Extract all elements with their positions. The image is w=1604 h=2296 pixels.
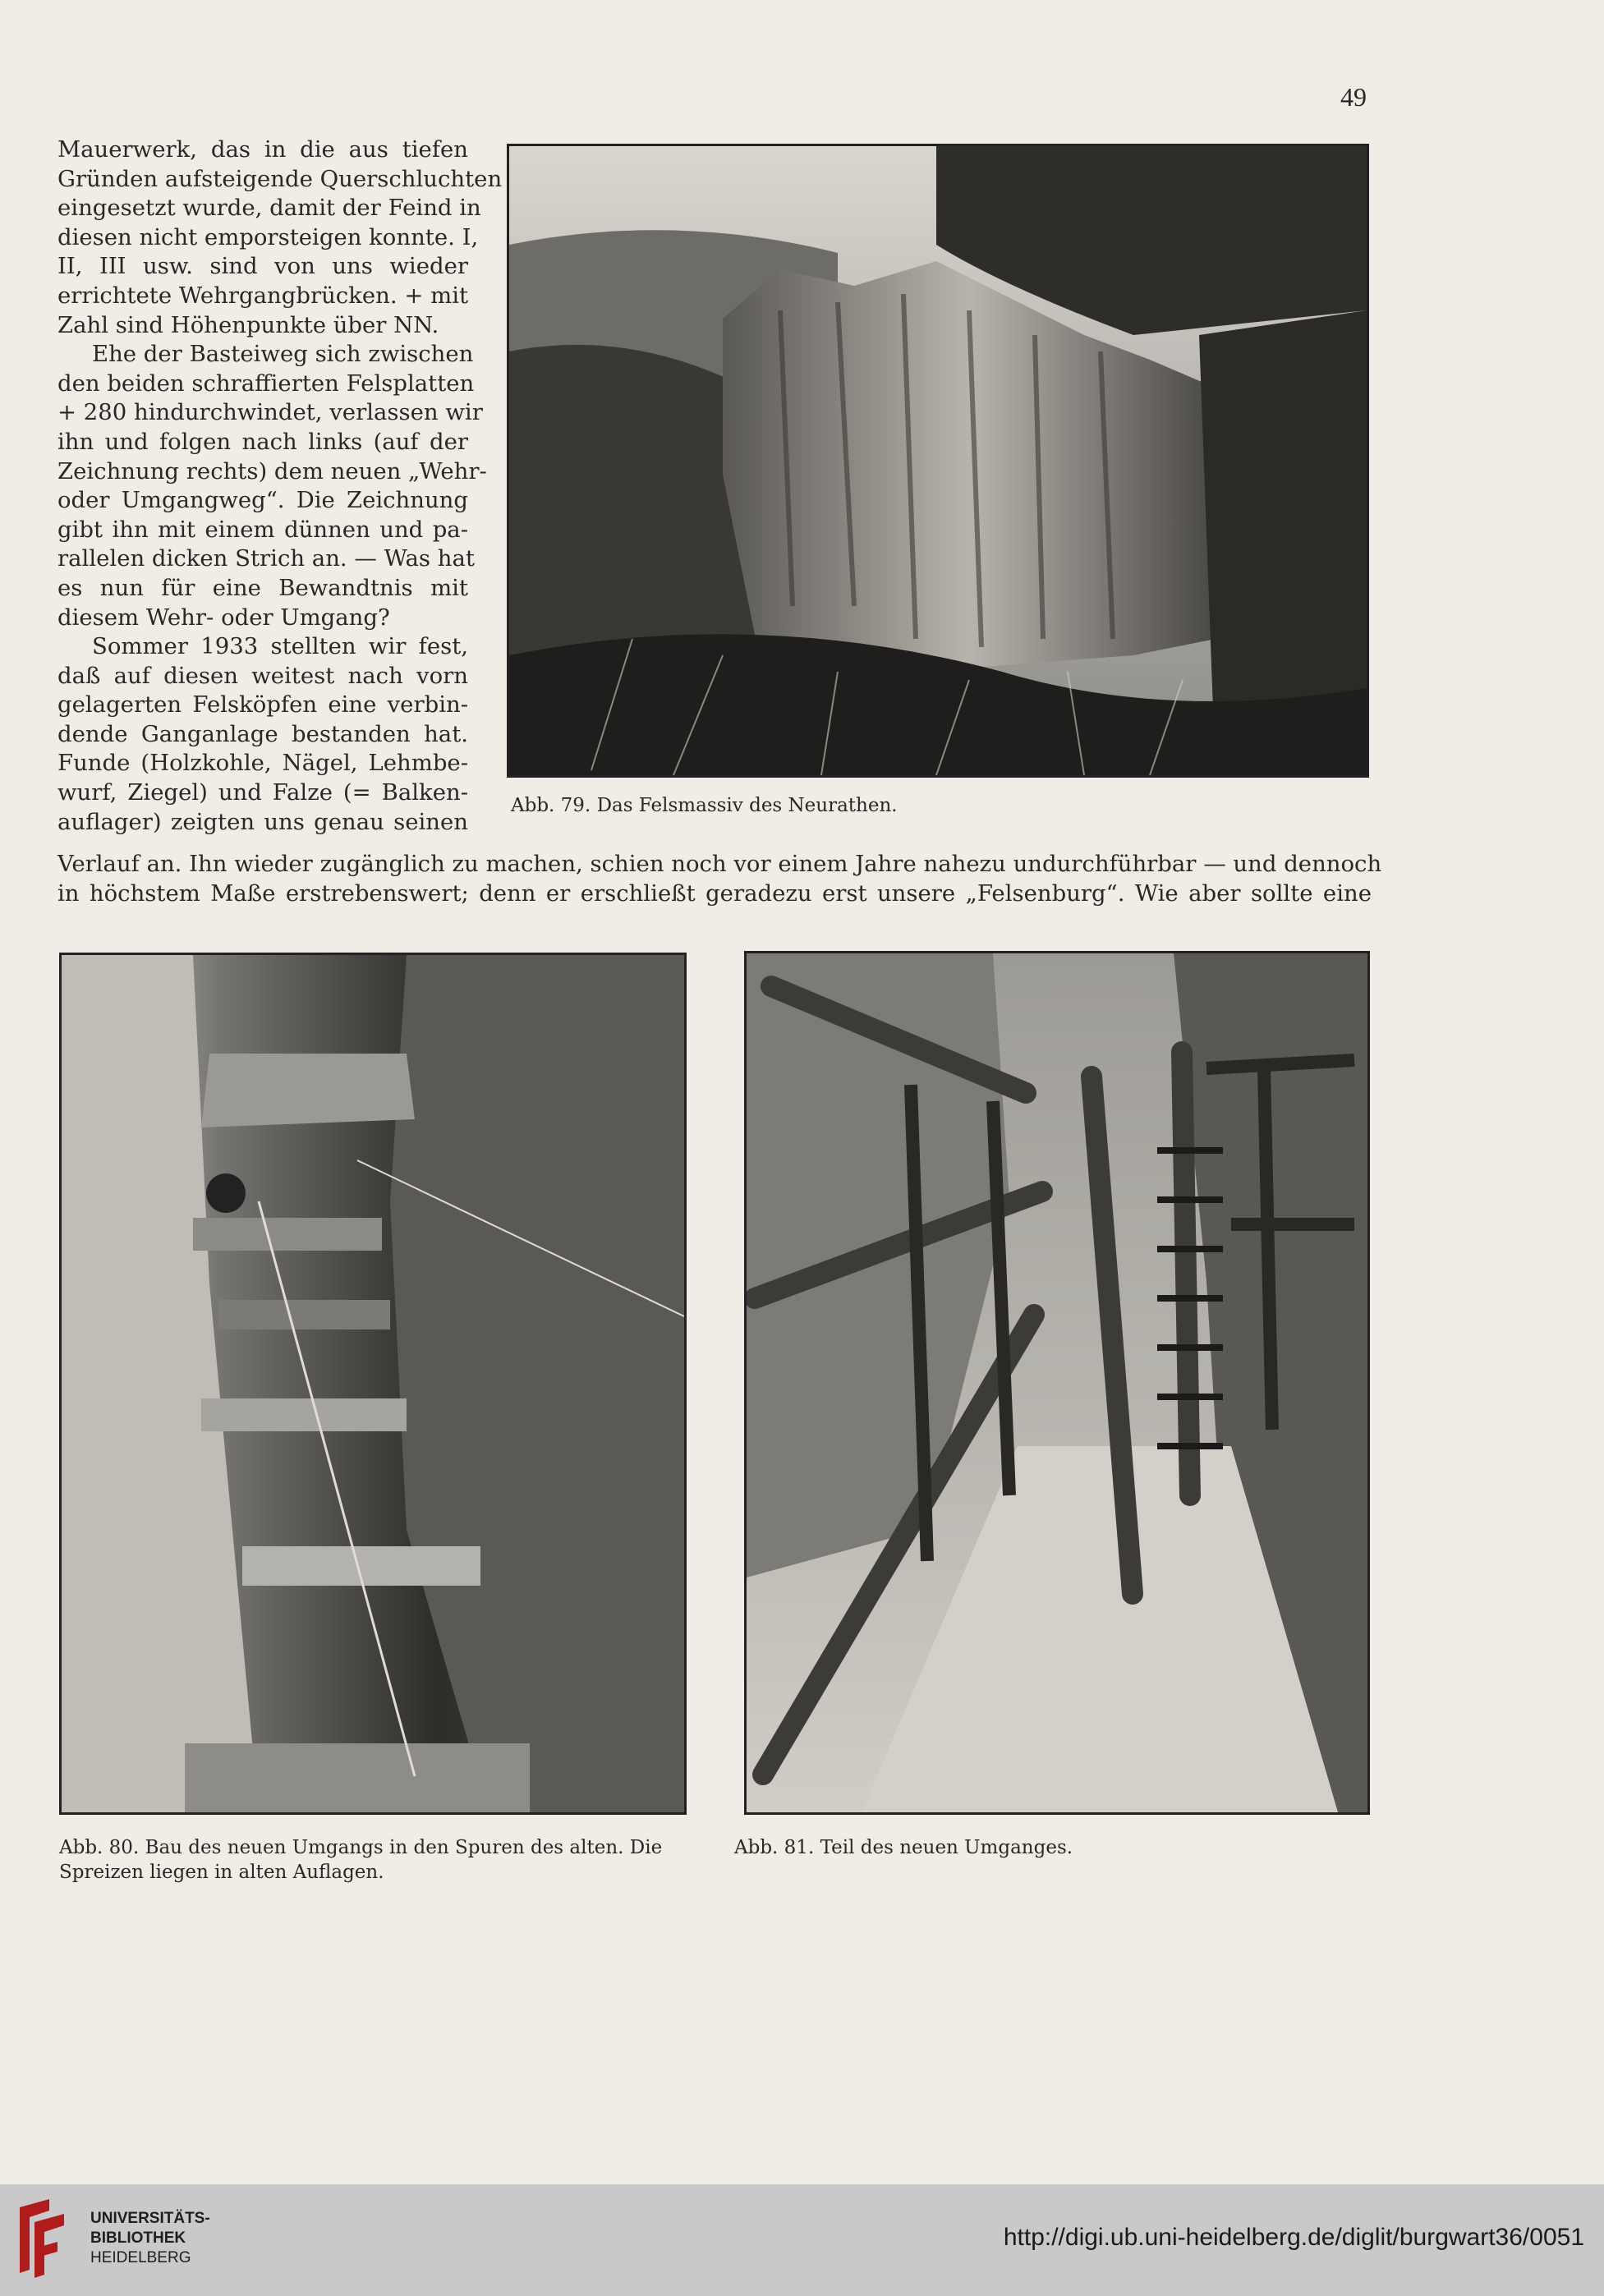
full-width-text [57,850,1382,908]
text-line: daß auf diesen weitest nach vorn [57,662,468,689]
text-line: Verlauf an. Ihn wieder zugänglich zu machen, schien noch vor einem Jahre nahezu undurchführbar — und dennoch [57,851,1382,877]
text-line: eingesetzt wurde, damit der Feind in [57,195,481,222]
text-line: II, III usw. sind von uns wieder [57,253,468,280]
figure-81-photo [744,951,1370,1815]
text-line: Funde (Holzkohle, Nägel, Lehmbe- [57,750,468,777]
text-line: errichtete Wehrgangbrücken. + mit [57,282,469,309]
text-line: gibt ihn mit einem dünnen und pa- [57,516,468,543]
library-name-line: HEIDELBERG [90,2249,191,2266]
column-text [57,135,503,837]
text-line: Zahl sind Höhenpunkte über NN. [57,311,439,338]
footer-bar [0,2184,1604,2296]
text-line: Sommer 1933 stellten wir fest, [92,633,468,660]
source-url-link[interactable]: http://digi.ub.uni-heidelberg.de/diglit/burgwart36/0051 [1003,2224,1584,2251]
text-line: in höchstem Maße erstrebenswert; denn er erschließt geradezu erst unsere „Felsenburg“. Wie aber sollte eine [57,879,1372,907]
text-line: Gründen aufsteigende Querschluchten [57,165,503,192]
text-line: diesem Wehr- oder Umgang? [57,604,390,631]
text-line: dende Ganganlage bestanden hat. [57,720,468,747]
text-line: diesen nicht emporsteigen konnte. I, [57,223,479,250]
figure-80-caption: Abb. 80. Bau des neuen Umgangs in den Spuren des alten. Die Spreizen liegen in alten Auflagen. [59,1837,663,1883]
library-name-line: BIBLIOTHEK [90,2229,186,2247]
library-logo-icon [16,2199,69,2280]
text-line: den beiden schraffierten Felsplatten [57,370,475,397]
text-line: gelagerten Felsköpfen eine verbin- [57,691,468,719]
library-name-line: UNIVERSITÄTS- [90,2210,210,2227]
figure-79-caption: Abb. 79. Das Felsmassiv des Neurathen. [511,795,898,816]
text-line: es nun für eine Bewandtnis mit [57,574,468,601]
text-line: Mauerwerk, das in die aus tiefen [57,136,468,163]
figure-79-photo [507,144,1369,778]
text-line: ihn und folgen nach links (auf der [57,428,468,455]
page-number: 49 [1340,82,1367,112]
text-line: + 280 hindurchwindet, verlassen wir [57,399,483,426]
text-line: Ehe der Basteiweg sich zwischen [92,341,474,368]
text-line: auflager) zeigten uns genau seinen [57,808,468,835]
figure-80-photo [59,953,687,1815]
text-line: Zeichnung rechts) dem neuen „Wehr- [57,457,487,484]
figure-81-caption: Abb. 81. Teil des neuen Umganges. [734,1837,1073,1858]
text-line: rallelen dicken Strich an. — Was hat [57,545,475,572]
text-line: wurf, Ziegel) und Falze (= Balken- [57,779,468,806]
text-line: oder Umgangweg“. Die Zeichnung [57,487,468,514]
library-name [90,2209,210,2268]
